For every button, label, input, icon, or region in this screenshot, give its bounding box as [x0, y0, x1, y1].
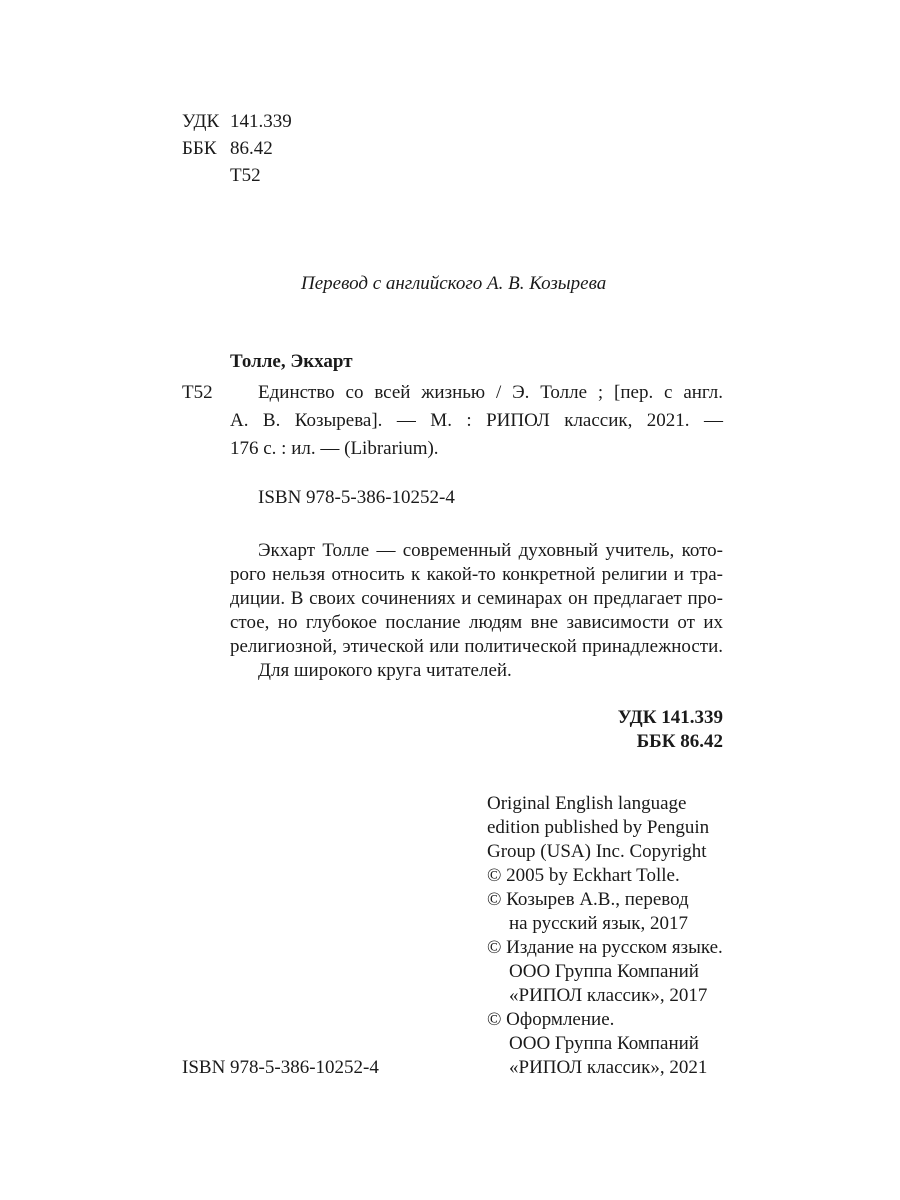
bib-line-1: Единство со всей жизнью / Э. Толле ; [пер. с англ. — [258, 382, 723, 403]
edition-copyright-2: ООО Группа Компаний — [509, 961, 699, 982]
edition-copyright-3: «РИПОЛ классик», 2017 — [509, 985, 708, 1006]
index-bbk: ББК 86.42 — [636, 731, 723, 752]
bbk-line — [182, 137, 273, 161]
copyright-line-1: Original English language — [487, 793, 687, 814]
annotation-audience: Для широкого круга читателей. — [258, 660, 512, 681]
bottom-isbn: ISBN 978-5-386-10252-4 — [182, 1057, 379, 1078]
author-mark-left: Т52 — [182, 382, 213, 403]
author-mark-top: Т52 — [230, 165, 261, 186]
udk-line — [182, 110, 292, 134]
copyright-line-2: edition published by Penguin — [487, 817, 710, 838]
copyright-line-4: © 2005 by Eckhart Tolle. — [487, 865, 680, 886]
udk-value: 141.339 — [230, 111, 292, 132]
annotation-line-2: рого нельзя относить к какой-то конкретной религии и тра- — [230, 564, 723, 585]
translation-note: Перевод с английского А. В. Козырева — [301, 273, 607, 294]
annotation-line-4: стое, но глубокое послание людям вне зависимости от их — [230, 612, 723, 633]
annotation-line-5: религиозной, этической или политической принадлежности. — [230, 636, 723, 657]
translation-copyright-1: © Козырев А.В., перевод — [487, 889, 689, 910]
bib-isbn: ISBN 978-5-386-10252-4 — [258, 487, 455, 508]
bib-line-3: 176 с. : ил. — (Librarium). — [230, 438, 439, 459]
author-heading: Толле, Экхарт — [230, 351, 353, 372]
design-copyright-1: © Оформление. — [487, 1009, 615, 1030]
annotation-line-1: Экхарт Толле — современный духовный учитель, кото- — [258, 540, 723, 561]
design-copyright-2: ООО Группа Компаний — [509, 1033, 699, 1054]
index-udk: УДК 141.339 — [617, 707, 723, 728]
udk-label: УДК — [182, 111, 220, 132]
edition-copyright-1: © Издание на русском языке. — [487, 937, 723, 958]
bbk-label: ББК — [182, 138, 217, 159]
copyright-line-3: Group (USA) Inc. Copyright — [487, 841, 707, 862]
annotation-line-3: диции. В своих сочинениях и семинарах он предлагает про- — [230, 588, 723, 609]
translation-copyright-2: на русский язык, 2017 — [509, 913, 689, 934]
bbk-value: 86.42 — [230, 138, 273, 159]
design-copyright-3: «РИПОЛ классик», 2021 — [509, 1057, 708, 1078]
bib-line-2: А. В. Козырева]. — М. : РИПОЛ классик, 2021. — — [230, 410, 723, 431]
